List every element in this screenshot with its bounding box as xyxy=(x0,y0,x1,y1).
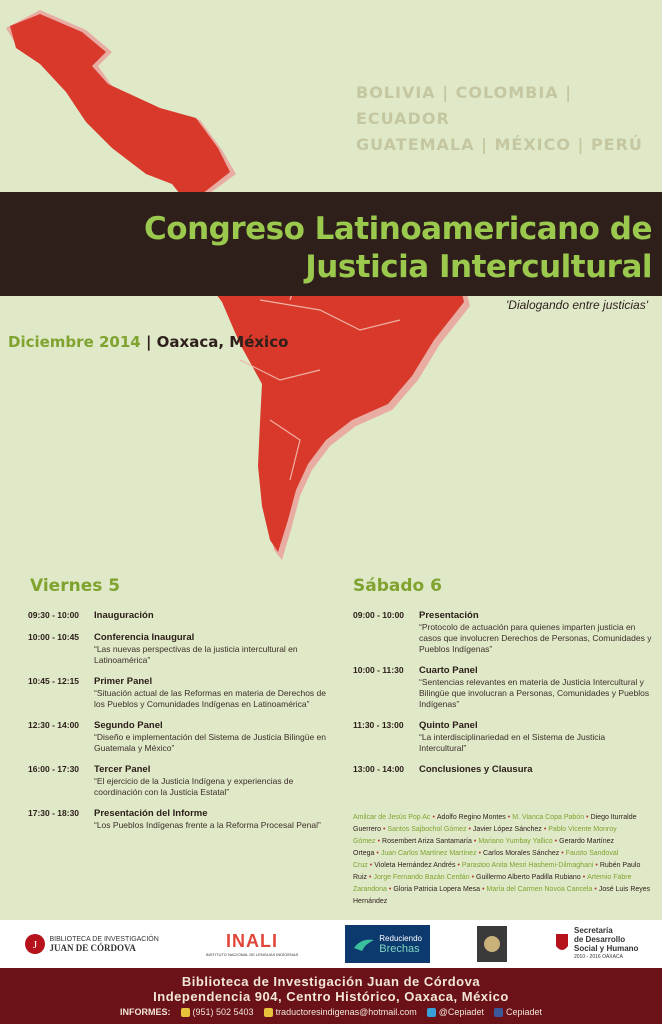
title-line-2: Justicia Intercultural xyxy=(305,249,652,285)
item-title: Cuarto Panel xyxy=(419,665,478,676)
item-title: Tercer Panel xyxy=(94,764,151,775)
item-desc: “Sentencias relevantes en materia de Justicia Intercultural y Bilingüe que involucran a Personas, Comunidades y Pueblos Indígenas” xyxy=(419,677,650,709)
participant-name: Juan Carlos Martínez Martínez xyxy=(380,850,477,857)
facebook-handle[interactable]: Cepiadet xyxy=(505,1007,542,1017)
bullet-separator: • xyxy=(586,814,589,821)
participant-name: M. Vianca Copa Pabón xyxy=(512,814,585,821)
item-desc: “Protocolo de actuación para quienes imparten justicia en casos que involucren Derechos de Personas, Comunidades y Pueblos Indígenas” xyxy=(419,622,652,654)
item-time: 10:00 - 10:45 xyxy=(28,632,80,642)
schedule-item xyxy=(353,720,653,754)
bullet-separator: • xyxy=(478,850,482,857)
footer-address: Independencia 904, Centro Histórico, Oaxaca, México xyxy=(153,989,509,1004)
item-time: 17:30 - 18:30 xyxy=(28,808,80,818)
item-title: Primer Panel xyxy=(94,676,153,687)
email-contact[interactable] xyxy=(264,1007,417,1017)
bullet-separator: • xyxy=(369,862,373,869)
schedule-item xyxy=(28,808,328,831)
bullet-separator: • xyxy=(383,826,386,833)
bullet-separator: • xyxy=(376,850,379,857)
bullet-separator: • xyxy=(471,874,475,881)
item-time: 10:45 - 12:15 xyxy=(28,676,80,686)
participant-name: Mariano Yumbay Yallico xyxy=(478,838,553,845)
item-time: 16:00 - 17:30 xyxy=(28,764,80,774)
participant-name: Parastoo Anita Mesri Hashemi-Dilmaghani xyxy=(461,862,594,869)
event-location: Oaxaca, México xyxy=(156,333,289,351)
bullet-separator: • xyxy=(432,814,435,821)
participant-name: Adolfo Regino Montes xyxy=(436,814,506,821)
footer xyxy=(0,968,662,1024)
bullet-separator: • xyxy=(457,862,460,869)
footer-venue: Biblioteca de Investigación Juan de Córdova xyxy=(181,974,481,989)
logo-sedesoh xyxy=(554,926,638,962)
item-time: 11:30 - 13:00 xyxy=(353,720,404,730)
bird-icon xyxy=(353,936,375,952)
event-tagline: 'Dialogando entre justicias' xyxy=(502,296,652,314)
item-title: Conclusiones y Clausura xyxy=(419,764,533,775)
sedesoh-line-1: Secretaría xyxy=(573,926,613,935)
oaxaca-shield-icon xyxy=(554,932,570,956)
participant-name: Santos Sajbochol Gómez xyxy=(387,826,467,833)
day-heading-friday: Viernes 5 xyxy=(30,576,121,596)
schedule-item xyxy=(353,610,653,655)
footer-contacts xyxy=(0,1007,662,1017)
bullet-separator: • xyxy=(377,838,381,845)
item-title: Presentación xyxy=(419,610,479,621)
item-desc: “Las nuevas perspectivas de la justicia intercultural en Latinoamérica” xyxy=(94,644,298,665)
participant-name: Artemio Fabre Zarandona xyxy=(353,874,632,893)
item-title: Segundo Panel xyxy=(94,720,163,731)
bullet-separator: • xyxy=(473,838,477,845)
biblioteca-emblem-icon xyxy=(24,933,46,955)
reduciendo-line-2: Brechas xyxy=(379,943,420,955)
friday-schedule xyxy=(28,610,328,841)
countries-list xyxy=(356,80,646,158)
participant-name: Rosembert Ariza Santamaría xyxy=(382,838,472,845)
item-desc: “La interdisciplinariedad en el Sistema de Justicia Intercultural” xyxy=(419,732,606,753)
schedule-item xyxy=(28,764,328,798)
schedule-item xyxy=(28,610,328,622)
phone-contact xyxy=(181,1007,254,1017)
bullet-separator: • xyxy=(561,850,564,857)
date-separator: | xyxy=(145,333,152,351)
participant-name: Jorge Fernando Bazán Cerdán xyxy=(373,874,470,881)
title-line-1: Congreso Latinoamericano de xyxy=(144,211,652,247)
event-date: Diciembre 2014 xyxy=(8,333,141,351)
item-title: Inauguración xyxy=(94,610,154,621)
institution-emblem-icon xyxy=(477,926,507,962)
logo-biblioteca xyxy=(24,933,159,955)
biblioteca-line-2: JUAN DE CÓRDOVA xyxy=(49,943,136,953)
biblioteca-line-1: BIBLIOTECA DE INVESTIGACIÓN xyxy=(49,936,159,943)
sedesoh-years: 2010 - 2016 xyxy=(573,954,601,960)
event-dateline xyxy=(8,333,288,351)
email-icon xyxy=(264,1008,273,1017)
sedesoh-line-2: de Desarrollo xyxy=(573,935,626,944)
participant-name: Gerardo Martínez Ortega xyxy=(353,838,614,857)
participant-name: Amilcar de Jesús Pop Ac xyxy=(353,814,431,821)
participant-name: Gloria Patricia Lopera Mesa xyxy=(393,886,481,893)
participant-name: Diego Iturralde Guerrero xyxy=(353,814,637,833)
item-time: 12:30 - 14:00 xyxy=(28,720,80,730)
twitter-contact[interactable] xyxy=(427,1007,484,1017)
contacts-label: INFORMES: xyxy=(120,1007,171,1018)
bullet-separator: • xyxy=(543,826,547,833)
sedesoh-line-3: Social y Humano xyxy=(573,944,639,953)
participant-name: Guillermo Alberto Padilla Rubiano xyxy=(476,874,581,881)
item-time: 09:30 - 10:00 xyxy=(28,610,80,620)
facebook-contact[interactable] xyxy=(494,1007,542,1017)
phone-number: (951) 502 5403 xyxy=(192,1007,254,1017)
twitter-icon xyxy=(427,1008,436,1017)
schedule-item xyxy=(28,720,328,754)
participant-name: Violeta Hernández Andrés xyxy=(374,862,456,869)
item-title: Quinto Panel xyxy=(419,720,478,731)
facebook-icon xyxy=(494,1008,503,1017)
item-desc: “Los Pueblos Indígenas frente a la Reforma Procesal Penal” xyxy=(94,820,321,830)
bullet-separator: • xyxy=(482,886,485,893)
schedule-item xyxy=(28,632,328,666)
item-time: 09:00 - 10:00 xyxy=(353,610,405,620)
bullet-separator: • xyxy=(468,826,471,833)
countries-line-2: GUATEMALA | MÉXICO | PERÚ xyxy=(356,135,643,154)
reduciendo-line-1: Reduciendo xyxy=(379,934,422,943)
bullet-separator: • xyxy=(388,886,392,893)
bullet-separator: • xyxy=(595,862,598,869)
bullet-separator: • xyxy=(554,838,558,845)
participants-list xyxy=(353,812,653,908)
logo-inali xyxy=(206,931,298,957)
item-time: 10:00 - 11:30 xyxy=(353,665,404,675)
saturday-schedule xyxy=(353,610,653,786)
participant-name: José Luis Reyes Hernández xyxy=(353,886,651,905)
svg-text:J: J xyxy=(32,939,37,951)
schedule-item xyxy=(28,676,328,710)
sponsor-logos xyxy=(0,920,662,968)
item-desc: “El ejercicio de la Justicia Indígena y experiencias de coordinación con la Justicia Estatal” xyxy=(94,776,294,797)
participant-name: María del Carmen Novoa Cancela xyxy=(486,886,593,893)
inali-wordmark: INALI xyxy=(226,931,279,951)
item-title: Conferencia Inaugural xyxy=(94,632,195,643)
participant-name: Fausto Sandoval Cruz xyxy=(353,850,619,869)
participant-name: Pablo Vicente Monroy Gómez xyxy=(353,826,617,845)
item-title: Presentación del Informe xyxy=(94,808,208,819)
countries-line-1: BOLIVIA | COLOMBIA | ECUADOR xyxy=(356,83,573,128)
participant-name: Javier López Sánchez xyxy=(472,826,542,833)
schedule-item xyxy=(353,665,653,710)
logo-emblem xyxy=(477,926,507,962)
participant-name: Carlos Morales Sánchez xyxy=(483,850,560,857)
twitter-handle[interactable]: @Cepiadet xyxy=(438,1007,484,1017)
item-desc: “Situación actual de las Reformas en materia de Derechos de los Pueblos y Comunidades Indígenas en Latinoamérica” xyxy=(94,688,326,709)
phone-icon xyxy=(181,1008,190,1017)
event-title xyxy=(144,210,652,286)
participant-name: Rubén Paulo Ruiz xyxy=(353,862,641,881)
bullet-separator: • xyxy=(582,874,586,881)
bullet-separator: • xyxy=(369,874,372,881)
logo-reduciendo-brechas xyxy=(345,925,430,963)
inali-subtitle: INSTITUTO NACIONAL DE LENGUAS INDÍGENAS xyxy=(205,952,299,957)
day-heading-saturday: Sábado 6 xyxy=(353,576,442,596)
sedesoh-state: OAXACA xyxy=(602,954,623,960)
bullet-separator: • xyxy=(507,814,511,821)
bullet-separator: • xyxy=(594,886,597,893)
item-desc: “Diseño e implementación del Sistema de Justicia Bilingüe en Guatemala y México” xyxy=(94,732,326,753)
email-address[interactable]: traductoresindigenas@hotmail.com xyxy=(275,1007,417,1017)
item-time: 13:00 - 14:00 xyxy=(353,764,405,774)
schedule-item xyxy=(353,764,653,776)
